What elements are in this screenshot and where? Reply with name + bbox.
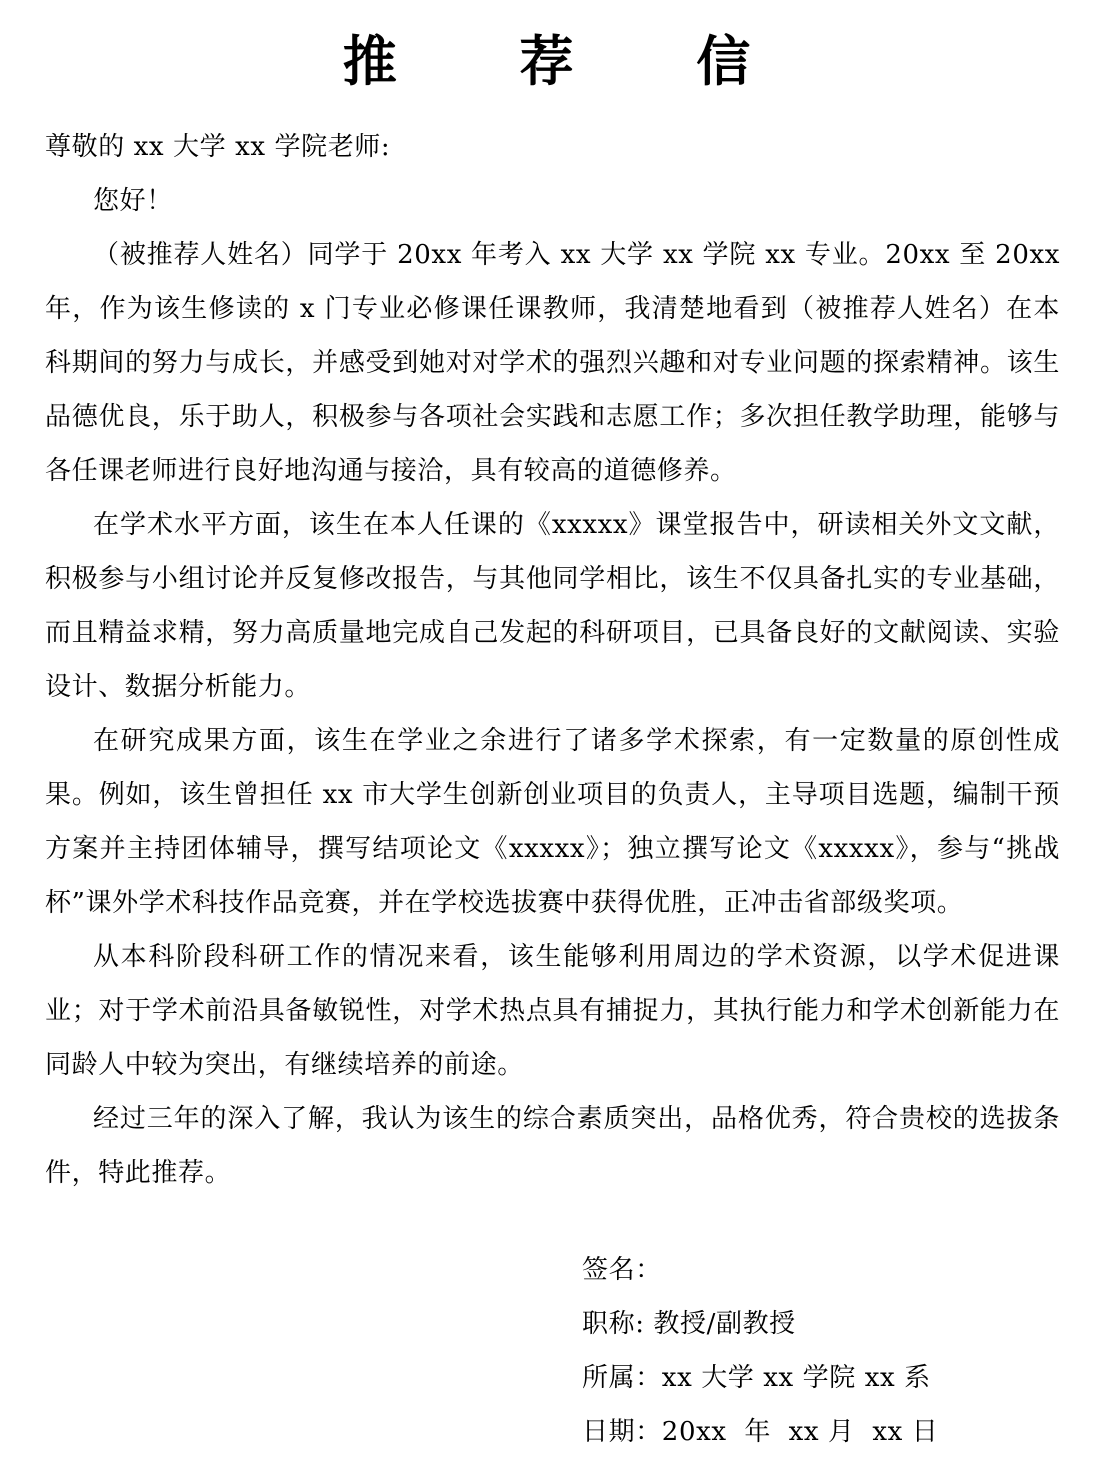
paragraph-academic-level: 在学术水平方面，该生在本人任课的《xxxxx》课堂报告中，研读相关外文文献，积极参与小组讨论并反复修改报告，与其他同学相比，该生不仅具备扎实的专业基础，而且精益求精，努力高质量地完成自己发起的科研项目，已具备良好的文献阅读、实验设计、数据分析能力。: [45, 510, 1060, 702]
paragraph-research-evaluation: 从本科阶段科研工作的情况来看，该生能够利用周边的学术资源，以学术促进课业；对于学术前沿具备敏锐性，对学术热点具有捕捉力，其执行能力和学术创新能力在同龄人中较为突出，有继续培养的前途。: [45, 942, 1060, 1080]
salutation: 尊敬的 xx 大学 xx 学院老师:: [45, 132, 391, 162]
page-title: 推 荐 信: [342, 30, 803, 93]
letter-body: [45, 120, 1060, 1200]
paragraph-research-results: 在研究成果方面，该生在学业之余进行了诸多学术探索，有一定数量的原创性成果。例如，该生曾担任 xx 市大学生创新创业项目的负责人，主导项目选题，编制干预方案并主持团体辅导，撰写结项论文《xxxxx》；独立撰写论文《xxxxx》，参与“挑战杯”课外学术科技作品竞赛，并在学校选拔赛中获得优胜，正冲击省部级奖项。: [45, 726, 1060, 918]
greeting: 您好！: [93, 186, 173, 216]
signature-affiliation: 所属：xx 大学 xx 学院 xx 系: [582, 1363, 931, 1393]
signature-date: 日期：20xx 年 xx 月 xx 日: [582, 1417, 939, 1447]
paragraph-conclusion: 经过三年的深入了解，我认为该生的综合素质突出，品格优秀，符合贵校的选拔条件，特此推荐。: [45, 1104, 1060, 1188]
signature-name-label: 签名：: [582, 1255, 662, 1285]
signature-block: [582, 1243, 1062, 1459]
paragraph-intro: （被推荐人姓名）同学于 20xx 年考入 xx 大学 xx 学院 xx 专业。20xx 至 20xx 年，作为该生修读的 x 门专业必修课任课教师，我清楚地看到（被推荐人姓名）在本科期间的努力与成长，并感受到她对对学术的强烈兴趣和对专业问题的探索精神。该生品德优良，乐于助人，积极参与各项社会实践和志愿工作；多次担任教学助理，能够与各任课老师进行良好地沟通与接洽，具有较高的道德修养。: [45, 240, 1060, 486]
signature-title: 职称: 教授/副教授: [582, 1309, 796, 1339]
